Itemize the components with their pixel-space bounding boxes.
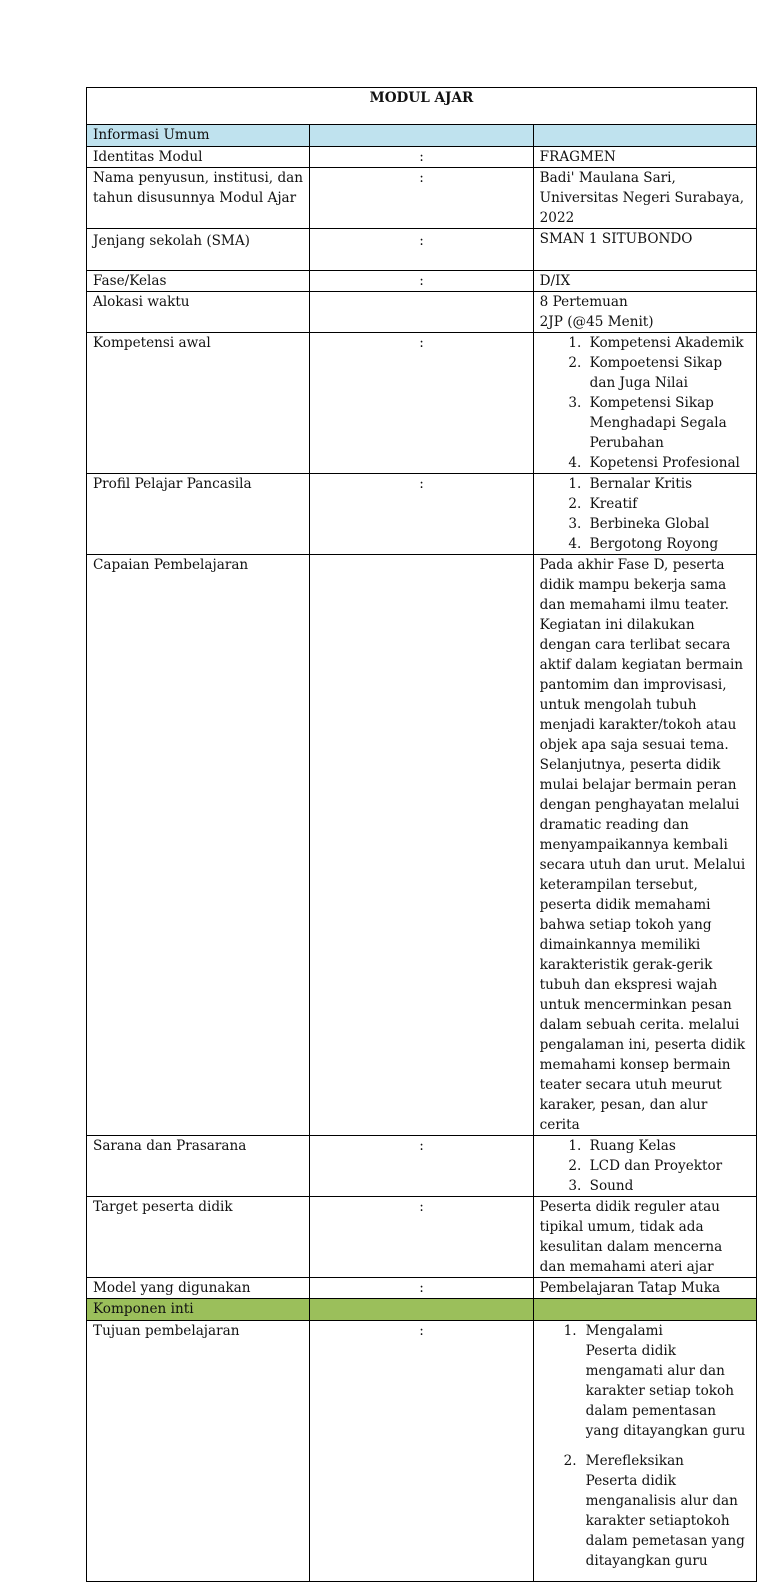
row-separator: : [310, 271, 533, 292]
item-number: 1. [563, 1323, 577, 1339]
row-label: Sarana dan Prasarana [87, 1136, 310, 1197]
row-value [533, 292, 756, 333]
capaian-text: Pada akhir Fase D, peserta didik mampu bekerja sama dan memahami ilmu teater. Kegiatan ini dilakukan dengan cara terlibat secara aktif dalam kegiatan bermain pantomim dan improvisasi, untuk mengolah tubuh menjadi karakter/tokoh atau objek apa saja sesuai tema. Selanjutnya, peserta didik mulai belajar bermain peran dengan penghayatan melalui dramatic reading dan menyampaikannya kembali secara utuh dan urut. Melalui keterampilan tersebut, peserta didik memahami bahwa setiap tokoh yang dimainkannya memiliki karakteristik gerak-gerik tubuh dan ekspresi wajah untuk mencerminkan pesan dalam sebuah cerita. melalui pengalaman ini, peserta didik memahami konsep bermain teater secara utuh meurut karaker, pesan, dan alur cerita [533, 555, 756, 1136]
list-item: 3. Sound [586, 1176, 750, 1196]
section-informasi-umum [87, 125, 757, 147]
list-item: 1. Ruang Kelas [586, 1136, 750, 1156]
row-jenjang [87, 229, 757, 271]
list-item: 1. Kompetensi Akademik [586, 333, 750, 353]
row-value: Badi' Maulana Sari, Universitas Negeri Surabaya, 2022 [533, 168, 756, 229]
row-label: Alokasi waktu [87, 292, 310, 333]
title-row [87, 88, 757, 125]
row-separator: : [310, 147, 533, 168]
row-value: SMAN 1 SITUBONDO [533, 229, 756, 271]
row-label: Jenjang sekolah (SMA) [87, 229, 310, 271]
row-value: Pembelajaran Tatap Muka [533, 1278, 756, 1299]
row-fase [87, 271, 757, 292]
row-separator: : [310, 1321, 533, 1582]
item-description: Peserta didik mengamati alur dan karakter setiap tokoh dalam pementasan yang ditayangkan guru [585, 1343, 746, 1439]
row-profil [87, 474, 757, 555]
row-tujuan [87, 1321, 757, 1582]
row-separator: : [310, 1136, 533, 1197]
row-separator: : [310, 333, 533, 474]
section-title: Komponen inti [87, 1299, 310, 1321]
row-separator: : [310, 168, 533, 229]
profil-list [540, 474, 750, 554]
modul-ajar-table [86, 87, 757, 1582]
row-separator: : [310, 229, 533, 271]
item-title: Merefleksikan [585, 1453, 684, 1469]
list-item: 3. Berbineka Global [586, 514, 750, 534]
row-kompetensi [87, 333, 757, 474]
row-label: Tujuan pembelajaran [87, 1321, 310, 1582]
list-item: 4. Bergotong Royong [586, 534, 750, 554]
row-label: Nama penyusun, institusi, dan tahun disusunnya Modul Ajar [87, 168, 310, 229]
item-description: Peserta didik menganalisis alur dan karakter setiaptokoh dalam pemetasan yang ditayangkan guru [585, 1473, 745, 1569]
list-item: 4. Kopetensi Profesional [586, 453, 750, 473]
row-identitas [87, 147, 757, 168]
section-title: Informasi Umum [87, 125, 310, 147]
row-value: D/IX [533, 271, 756, 292]
row-label: Profil Pelajar Pancasila [87, 474, 310, 555]
row-model [87, 1278, 757, 1299]
row-penyusun [87, 168, 757, 229]
list-item [563, 1451, 750, 1571]
row-alokasi [87, 292, 757, 333]
list-item: 3. Kompetensi Sikap Menghadapi Segala Perubahan [586, 393, 750, 453]
section-komponen-inti [87, 1299, 757, 1321]
document-title: MODUL AJAR [87, 88, 757, 125]
list-item: 1. Bernalar Kritis [586, 474, 750, 494]
row-capaian [87, 555, 757, 1136]
row-label: Target peserta didik [87, 1197, 310, 1278]
row-sarana [87, 1136, 757, 1197]
row-label: Capaian Pembelajaran [87, 555, 310, 1136]
row-label: Identitas Modul [87, 147, 310, 168]
row-value: FRAGMEN [533, 147, 756, 168]
row-target [87, 1197, 757, 1278]
tujuan-list [540, 1321, 750, 1571]
alokasi-line: 2JP (@45 Menit) [539, 314, 654, 330]
list-item: 2. Kreatif [586, 494, 750, 514]
row-value: Peserta didik reguler atau tipikal umum, tidak ada kesulitan dalam mencerna dan memahami ateri ajar [533, 1197, 756, 1278]
list-item: 2. LCD dan Proyektor [586, 1156, 750, 1176]
item-title: Mengalami [585, 1323, 663, 1339]
row-separator: : [310, 1278, 533, 1299]
row-separator: : [310, 474, 533, 555]
item-number: 2. [563, 1453, 577, 1469]
row-separator: : [310, 1197, 533, 1278]
kompetensi-list [540, 333, 750, 473]
alokasi-line: 8 Pertemuan [539, 294, 628, 310]
list-item [563, 1321, 750, 1441]
row-label: Kompetensi awal [87, 333, 310, 474]
row-label: Fase/Kelas [87, 271, 310, 292]
list-item: 2. Kompoetensi Sikap dan Juga Nilai [586, 353, 750, 393]
row-label: Model yang digunakan [87, 1278, 310, 1299]
sarana-list [540, 1136, 750, 1196]
